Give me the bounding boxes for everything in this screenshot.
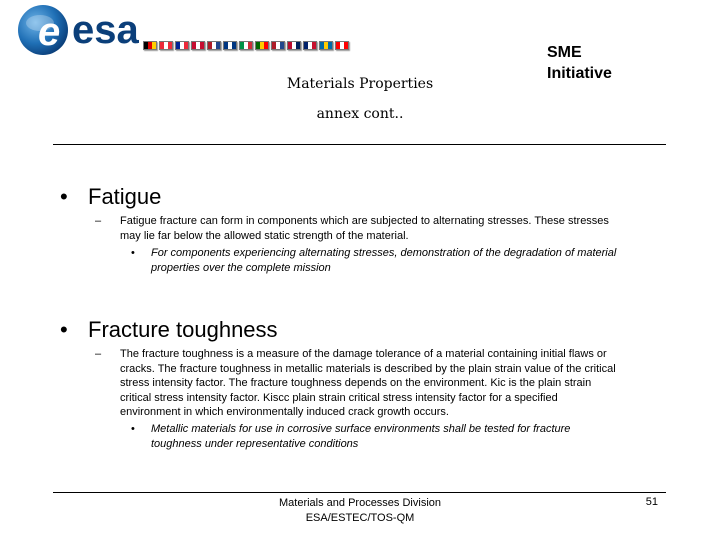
flag-icon xyxy=(303,41,317,50)
footer-divider xyxy=(53,492,666,493)
flag-icon xyxy=(319,41,333,50)
header-divider xyxy=(53,144,666,145)
flag-icon xyxy=(175,41,189,50)
logo-wordmark: esa xyxy=(72,8,139,52)
body-line: The fracture toughness is a measure of the damage tolerance of a material containing initial flaws or xyxy=(120,348,607,360)
flag-icon xyxy=(159,41,173,50)
footer-division xyxy=(260,496,460,526)
fatigue-body xyxy=(95,214,665,243)
esa-logo xyxy=(10,3,370,61)
bullet-dot-icon: • xyxy=(60,317,68,342)
subpoint-line: Metallic materials for use in corrosive surface environments shall be tested for fracture xyxy=(151,423,571,435)
footer-line1: Materials and Processes Division xyxy=(278,497,441,509)
body-line: environment in which environmentally induced crack growth occurs. xyxy=(120,406,449,418)
dash-icon: – xyxy=(95,348,102,360)
fracture-subpoint xyxy=(131,422,666,451)
heading-fatigue xyxy=(60,184,161,210)
fracture-body xyxy=(95,347,665,420)
slide-subtitle: annex cont.. xyxy=(316,106,404,122)
body-line: critical stress intensity factor. Kiscc plain strain critical stress intensity factor for a specified xyxy=(120,391,558,404)
dash-icon: – xyxy=(95,215,102,227)
flag-icon xyxy=(207,41,221,50)
fatigue-subpoint xyxy=(131,246,666,275)
heading-text: Fracture toughness xyxy=(88,317,278,342)
sme-label-line1: SME xyxy=(547,44,582,61)
body-line: Fatigue fracture can form in components which are subjected to alternating stresses. These stresses xyxy=(120,215,609,227)
body-line: stress intensity factor. The fracture toughness depends on the environment. Kic is the plain strain xyxy=(120,377,592,389)
subpoint-line: toughness under representative conditions xyxy=(151,437,359,450)
subpoint-line: properties over the complete mission xyxy=(151,261,331,274)
bullet-dot-icon: • xyxy=(131,423,135,435)
sme-initiative-label xyxy=(547,42,647,84)
slide-title: Materials Properties xyxy=(286,76,434,92)
bullet-dot-icon: • xyxy=(60,184,68,209)
flag-icon xyxy=(191,41,205,50)
subpoint-line: For components experiencing alternating stresses, demonstration of the degradation of material xyxy=(151,247,617,259)
flag-icon xyxy=(255,41,269,50)
body-line: cracks. The fracture toughness in metallic materials is described by the plain strain value of the critical xyxy=(120,362,616,375)
body-line: may lie far below the allowed static strength of the material. xyxy=(120,229,409,242)
member-flags xyxy=(143,41,349,51)
flag-icon xyxy=(271,41,285,50)
flag-icon xyxy=(239,41,253,50)
page-number: 51 xyxy=(645,496,658,508)
sme-label-line2: Initiative xyxy=(547,65,612,82)
flag-icon xyxy=(143,41,157,50)
heading-fracture-toughness xyxy=(60,317,278,343)
flag-icon xyxy=(287,41,301,50)
bullet-dot-icon: • xyxy=(131,247,135,259)
logo-e-glyph: e xyxy=(38,10,61,54)
footer-line2: ESA/ESTEC/TOS-QM xyxy=(305,512,415,524)
flag-icon xyxy=(223,41,237,50)
heading-text: Fatigue xyxy=(88,184,162,209)
flag-icon xyxy=(335,41,349,50)
